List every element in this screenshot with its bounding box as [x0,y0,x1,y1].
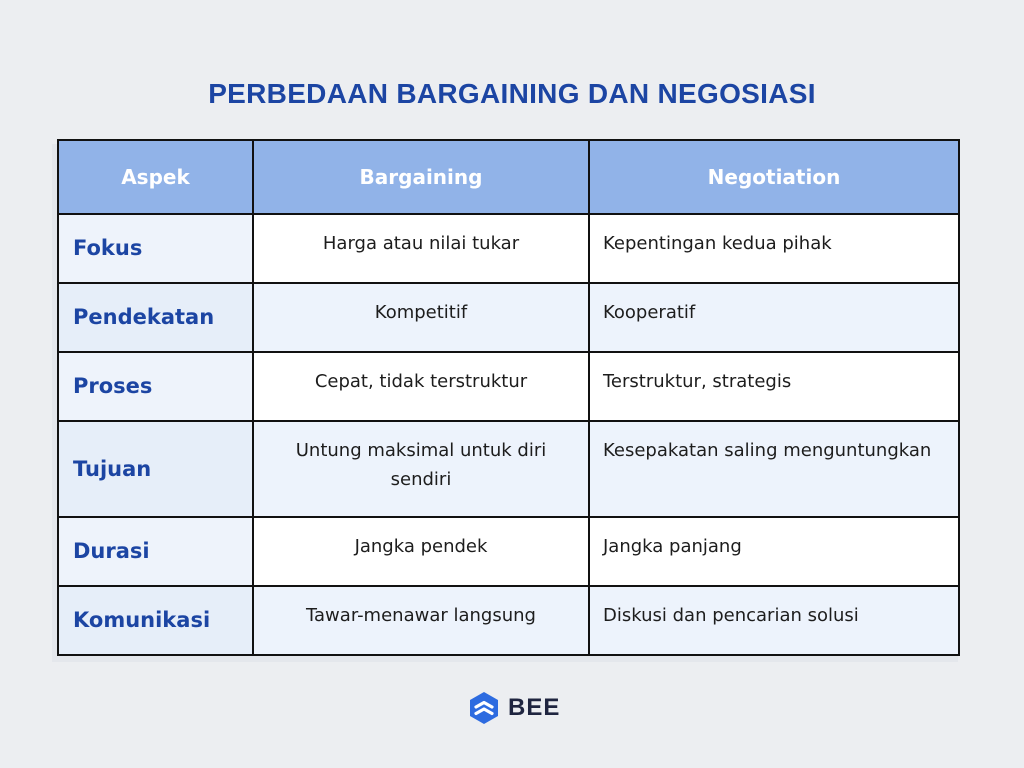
row-negotiation: Diskusi dan pencarian solusi [589,586,959,655]
row-bargaining: Kompetitif [253,283,589,352]
comparison-table [57,139,960,656]
table-header-row [58,140,959,214]
row-negotiation: Kooperatif [589,283,959,352]
row-aspect: Komunikasi [58,586,253,655]
row-negotiation: Terstruktur, strategis [589,352,959,421]
table-row [58,352,959,421]
row-bargaining: Cepat, tidak terstruktur [253,352,589,421]
header-negotiation: Negotiation [589,140,959,214]
logo-text: BEE [508,694,561,721]
row-bargaining: Jangka pendek [253,517,589,586]
table-row [58,421,959,517]
row-aspect: Durasi [58,517,253,586]
table-row [58,283,959,352]
bee-hexagon-icon [468,691,500,725]
row-aspect: Tujuan [58,421,253,517]
bee-logo [468,690,560,726]
row-negotiation: Kepentingan kedua pihak [589,214,959,283]
row-negotiation: Kesepakatan saling menguntungkan [589,421,959,517]
row-aspect: Fokus [58,214,253,283]
row-bargaining: Harga atau nilai tukar [253,214,589,283]
row-bargaining: Untung maksimal untuk diri sendiri [253,421,589,517]
row-negotiation: Jangka panjang [589,517,959,586]
row-aspect: Pendekatan [58,283,253,352]
header-bargaining: Bargaining [253,140,589,214]
header-aspek: Aspek [58,140,253,214]
row-aspect: Proses [58,352,253,421]
table-row [58,586,959,655]
page-title: PERBEDAAN BARGAINING DAN NEGOSIASI [208,78,816,109]
table-row [58,517,959,586]
table-row [58,214,959,283]
row-bargaining: Tawar-menawar langsung [253,586,589,655]
